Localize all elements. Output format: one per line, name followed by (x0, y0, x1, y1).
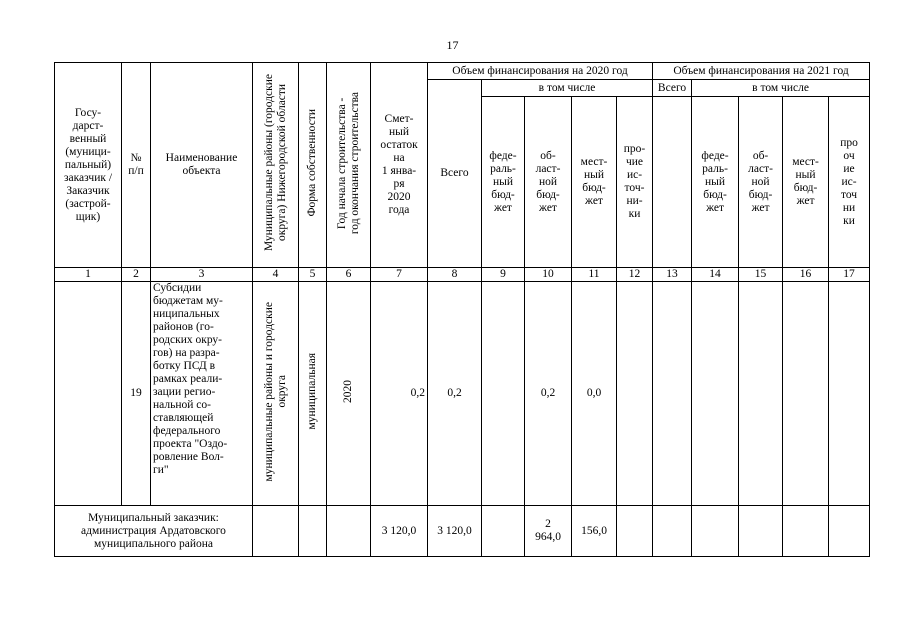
header-balance: Смет- ный остаток на 1 янва- ря 2020 года (371, 63, 428, 268)
summary-balance: 3 120,0 (371, 506, 428, 557)
summary-empty (482, 506, 525, 557)
summary-empty (783, 506, 829, 557)
row-regional-2020: 0,2 (525, 282, 572, 506)
header-including-2021: в том числе (692, 80, 870, 97)
table-row (55, 282, 870, 506)
summary-empty (299, 506, 327, 557)
column-number: 2 (122, 268, 151, 282)
summary-empty (327, 506, 371, 557)
summary-empty (617, 506, 653, 557)
row-ownership-text: муниципальная (306, 353, 318, 430)
header-object-name: Наименование объекта (151, 63, 253, 268)
header-local-2020: мест- ный бюд- жет (572, 97, 617, 268)
header-years-text: Год начала строительства - год окончания строительства (335, 91, 361, 235)
column-number: 5 (299, 268, 327, 282)
header-customer: Госу- дарст- венный (муници- пальный) заказчик / Заказчик (застрой- щик) (55, 63, 122, 268)
header-total-2021: Всего (653, 80, 692, 97)
header-blank-2021 (653, 97, 692, 268)
column-number: 15 (739, 268, 783, 282)
row-empty (692, 282, 739, 506)
summary-local-2020: 156,0 (572, 506, 617, 557)
column-number: 6 (327, 268, 371, 282)
summary-regional-2020: 2 964,0 (525, 506, 572, 557)
row-customer (55, 282, 122, 506)
header-other-2021: про оч ие ис- точ ни ки (829, 97, 870, 268)
column-number: 4 (253, 268, 299, 282)
header-ownership (299, 63, 327, 268)
summary-row (55, 506, 870, 557)
header-local-2021: мест- ный бюд- жет (783, 97, 829, 268)
summary-empty (739, 506, 783, 557)
summary-empty (829, 506, 870, 557)
header-other-2020: про- чие ис- точ- ни- ки (617, 97, 653, 268)
header-including-2020: в том числе (482, 80, 653, 97)
summary-label: Муниципальный заказчик: администрация Ардатовского муниципального района (55, 506, 253, 557)
row-total-2020: 0,2 (428, 282, 482, 506)
row-years-text: 2020 (342, 380, 354, 403)
header-regional-2021: об- ласт- ной бюд- жет (739, 97, 783, 268)
column-number: 3 (151, 268, 253, 282)
row-empty (829, 282, 870, 506)
column-number: 14 (692, 268, 739, 282)
row-ownership (299, 282, 327, 506)
header-years (327, 63, 371, 268)
row-years (327, 282, 371, 506)
column-number: 8 (428, 268, 482, 282)
header-total-2020: Всего (428, 80, 482, 268)
row-empty (653, 282, 692, 506)
summary-empty (253, 506, 299, 557)
column-number: 13 (653, 268, 692, 282)
row-districts-text: муниципальные районы и городские округа (262, 301, 288, 482)
row-districts (253, 282, 299, 506)
row-other-2020 (617, 282, 653, 506)
header-districts (253, 63, 299, 268)
header-federal-2021: феде- раль- ный бюд- жет (692, 97, 739, 268)
row-balance: 0,2 (371, 282, 428, 506)
page-number: 17 (446, 38, 459, 52)
column-number: 9 (482, 268, 525, 282)
row-empty (739, 282, 783, 506)
column-number: 1 (55, 268, 122, 282)
summary-empty (653, 506, 692, 557)
header-regional-2020: об- ласт- ной бюд- жет (525, 97, 572, 268)
row-empty (783, 282, 829, 506)
header-federal-2020: феде- раль- ный бюд- жет (482, 97, 525, 268)
column-number: 10 (525, 268, 572, 282)
header-districts-text: Муниципальные районы (городские округа) Нижегородской области (262, 74, 288, 252)
column-number-row (55, 268, 870, 282)
summary-total-2020: 3 120,0 (428, 506, 482, 557)
header-fin-2020: Объем финансирования на 2020 год (428, 63, 653, 80)
row-num: 19 (122, 282, 151, 506)
header-fin-2021: Объем финансирования на 2021 год (653, 63, 870, 80)
financing-table (54, 62, 870, 557)
summary-empty (692, 506, 739, 557)
header-num: № п/п (122, 63, 151, 268)
column-number: 12 (617, 268, 653, 282)
column-number: 7 (371, 268, 428, 282)
column-number: 16 (783, 268, 829, 282)
row-object-name: Субсидии бюджетам му- ниципальных районов (го- родских окру- гов) на разра- ботку ПСД в рамках реали- зации регио- нальной со- ставляющей федерального проекта "Оздо- ровление Вол- ги" (151, 282, 253, 506)
column-number: 11 (572, 268, 617, 282)
row-federal-2020 (482, 282, 525, 506)
header-ownership-text: Форма собственности (306, 109, 318, 217)
row-local-2020: 0,0 (572, 282, 617, 506)
column-number: 17 (829, 268, 870, 282)
